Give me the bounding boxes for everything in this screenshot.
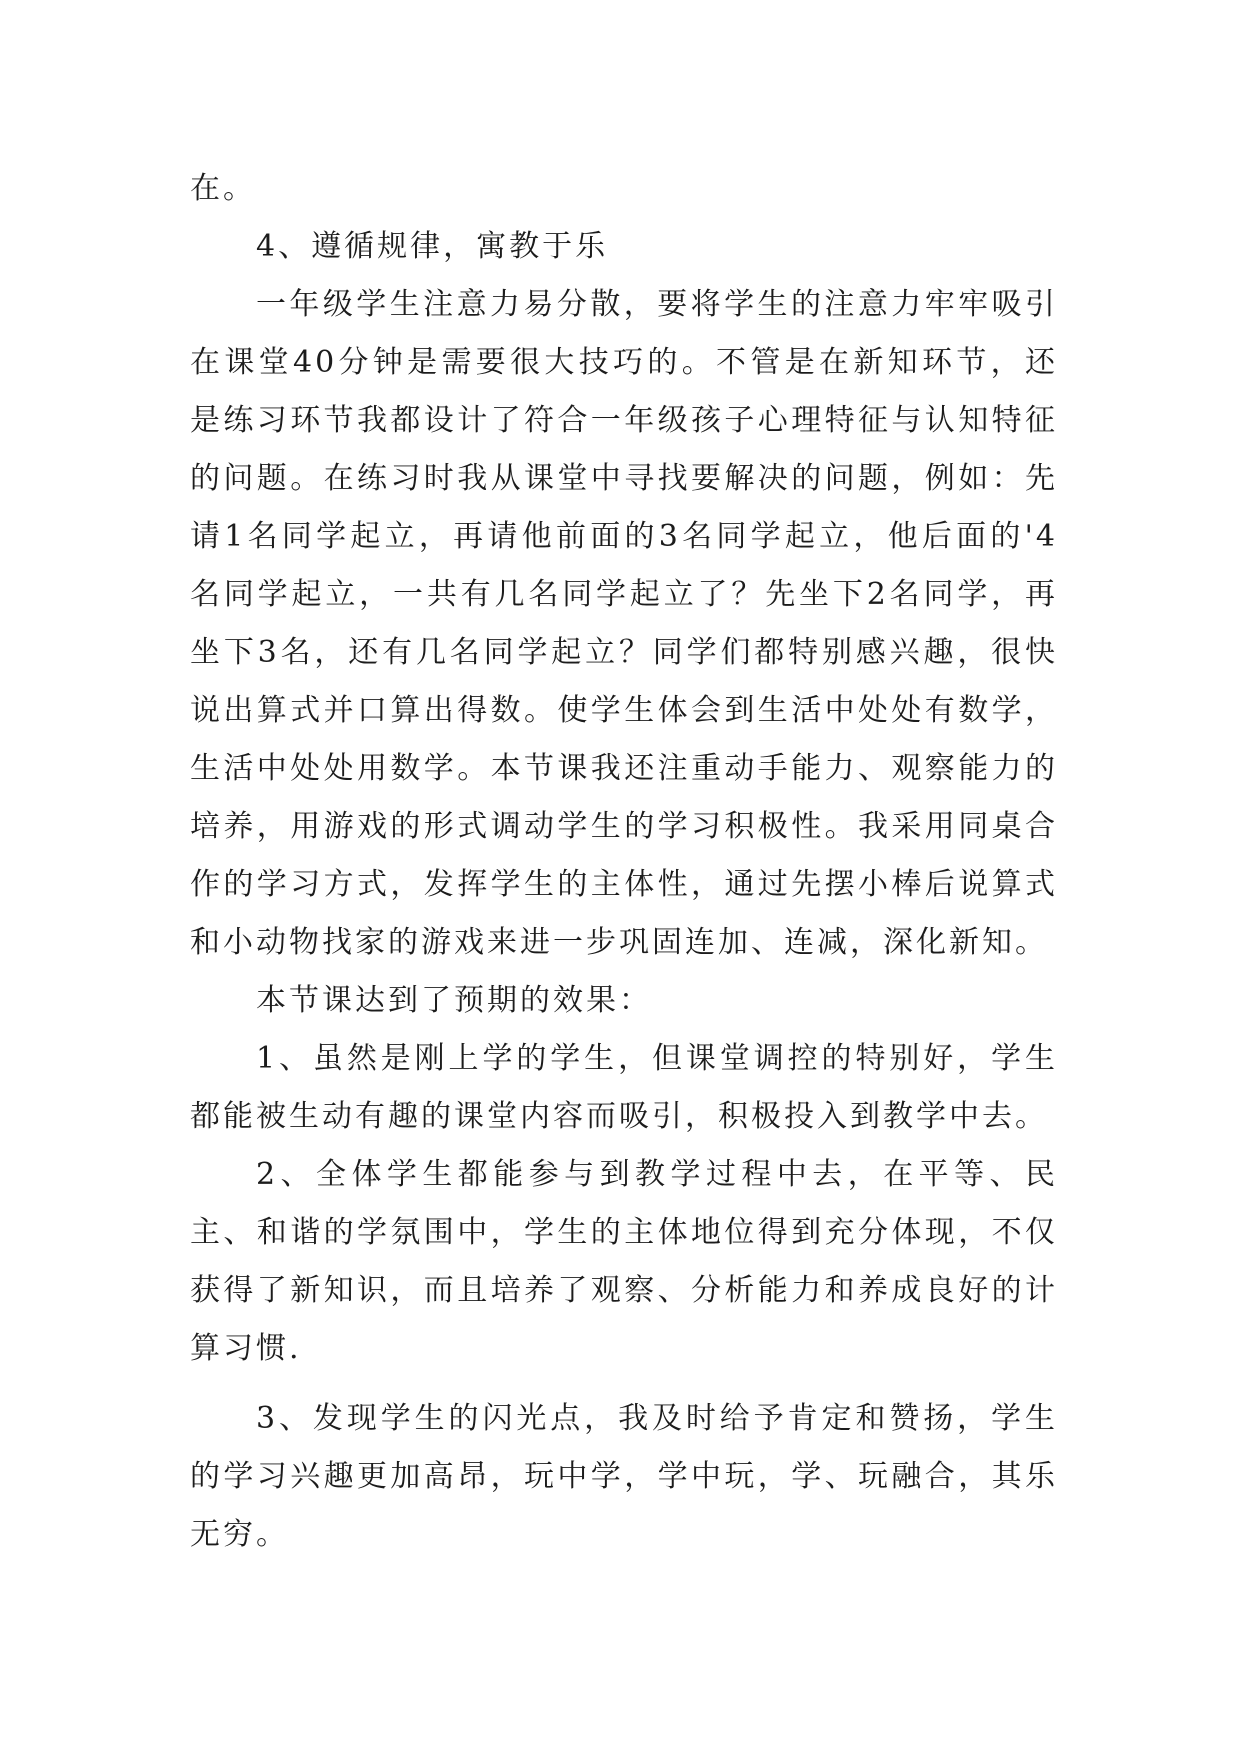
paragraph: 本节课达到了预期的效果： <box>256 983 652 1018</box>
list-item: 3、发现学生的闪光点，我及时给予肯定和赞扬，学生的学习兴趣更加高昂，玩中学，学中玩，学、玩融合，其乐无穷。 <box>190 1401 1058 1552</box>
list-item: 2、全体学生都能参与到教学过程中去，在平等、民主、和谐的学氛围中，学生的主体地位得到充分体现，不仅获得了新知识，而且培养了观察、分析能力和养成良好的计算习惯. <box>190 1157 1058 1366</box>
document-body <box>190 160 1058 1564</box>
paragraph-continuation: 在。 <box>190 171 256 206</box>
paragraph: 一年级学生注意力易分散，要将学生的注意力牢牢吸引在课堂40分钟是需要很大技巧的。不管是在新知环节，还是练习环节我都设计了符合一年级孩子心理特征与认知特征的问题。在练习时我从课堂中寻找要解决的问题，例如：先请1名同学起立，再请他前面的3名同学起立，他后面的'4名同学起立，一共有几名同学起立了？先坐下2名同学，再坐下3名，还有几名同学起立？同学们都特别感兴趣，很快说出算式并口算出得数。使学生体会到生活中处处有数学，生活中处处用数学。本节课我还注重动手能力、观察能力的培养，用游戏的形式调动学生的学习积极性。我采用同桌合作的学习方式，发挥学生的主体性，通过先摆小棒后说算式和小动物找家的游戏来进一步巩固连加、连减，深化新知。 <box>190 287 1058 960</box>
section-heading: 4、遵循规律，寓教于乐 <box>256 229 609 264</box>
list-item: 1、虽然是刚上学的学生，但课堂调控的特别好，学生都能被生动有趣的课堂内容而吸引，积极投入到教学中去。 <box>190 1041 1058 1134</box>
